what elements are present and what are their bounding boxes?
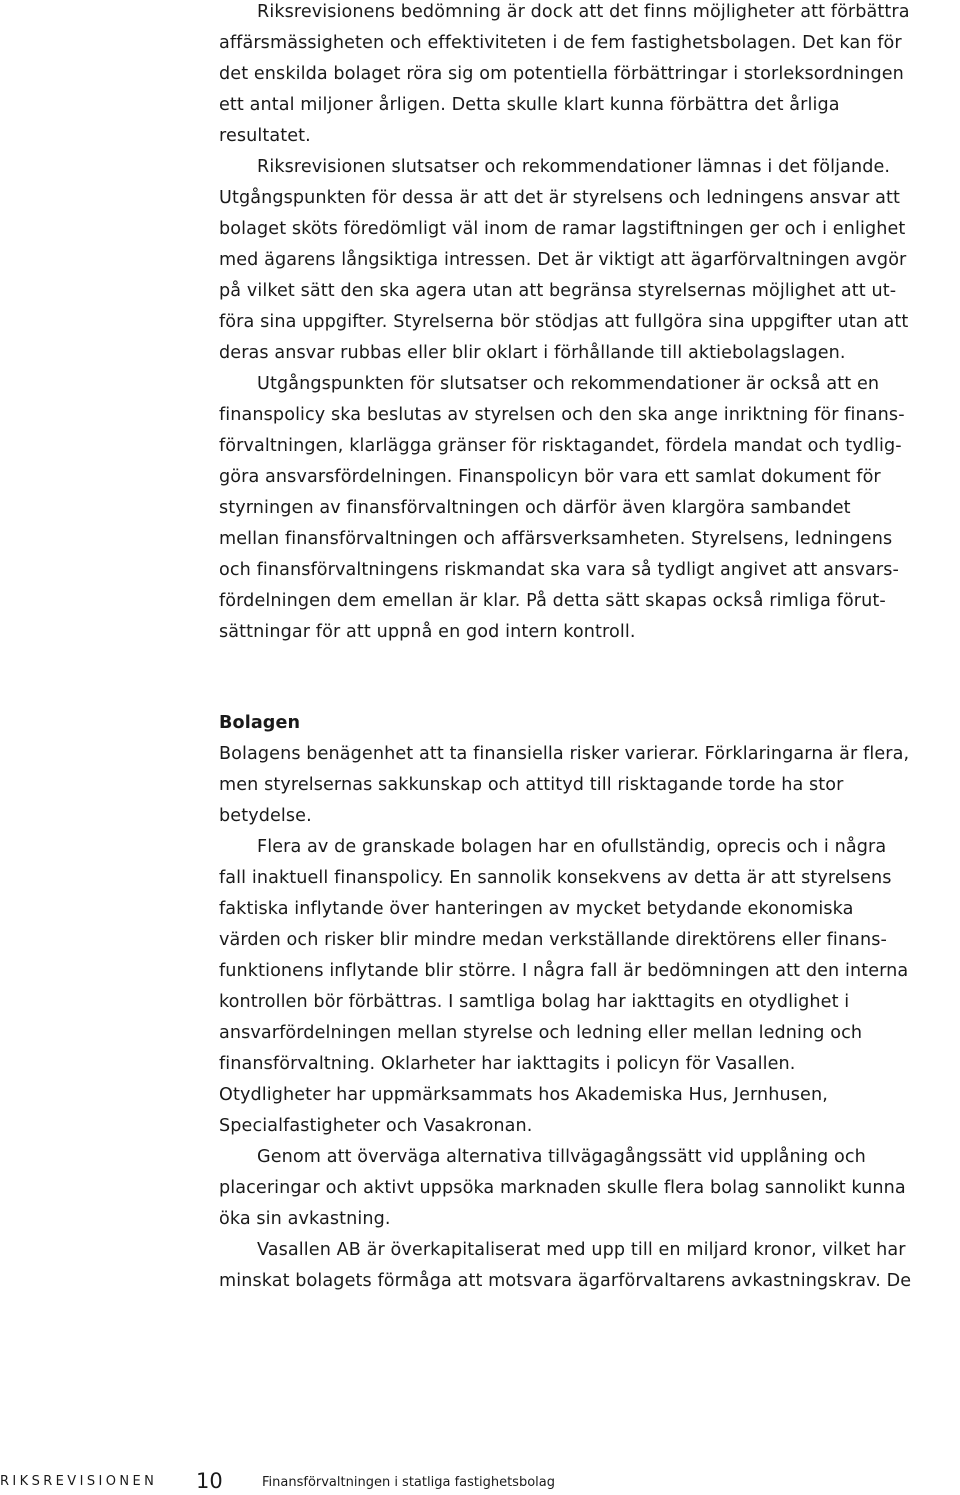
footer-brand: RIKSREVISIONEN: [0, 1474, 158, 1489]
text-line: styrningen av finansförvaltningen och därför även klargöra sambandet: [219, 498, 851, 518]
text-line: och finansförvaltningens riskmandat ska vara så tydligt angivet att ansvars-: [219, 560, 899, 580]
text-line: bolaget sköts föredömligt väl inom de ramar lagstiftningen ger och i enlighet: [219, 219, 906, 239]
text-line: Riksrevisionen slutsatser och rekommendationer lämnas i det följande.: [257, 157, 891, 177]
body-text-top: [219, 0, 960, 648]
text-line: Utgångspunkten för dessa är att det är styrelsens och ledningens ansvar att: [219, 188, 900, 208]
page-footer: [0, 1470, 960, 1494]
paragraph-group: [219, 739, 960, 1297]
text-line: minskat bolagets förmåga att motsvara ägarförvaltarens avkastningskrav. De: [219, 1271, 912, 1291]
text-line: sättningar för att uppnå en god intern kontroll.: [219, 622, 636, 642]
text-line: Flera av de granskade bolagen har en ofullständig, oprecis och i några: [257, 837, 887, 857]
text-line: ett antal miljoner årligen. Detta skulle klart kunna förbättra det årliga: [219, 95, 840, 115]
text-line: på vilket sätt den ska agera utan att begränsa styrelsernas möjlighet att ut-: [219, 281, 897, 301]
paragraph: [219, 152, 960, 369]
body-text-bolagen: [219, 708, 960, 1297]
paragraph: [219, 1142, 960, 1235]
text-line: Specialfastigheter och Vasakronan.: [219, 1116, 533, 1136]
text-line: ansvarfördelningen mellan styrelse och ledning eller mellan ledning och: [219, 1023, 863, 1043]
paragraph: [219, 0, 960, 152]
text-line: värden och risker blir mindre medan verkställande direktörens eller finans-: [219, 930, 887, 950]
text-line: deras ansvar rubbas eller blir oklart i förhållande till aktiebolagslagen.: [219, 343, 846, 363]
text-line: fördelningen dem emellan är klar. På detta sätt skapas också rimliga förut-: [219, 591, 886, 611]
text-line: finanspolicy ska beslutas av styrelsen och den ska ange inriktning för finans-: [219, 405, 905, 425]
text-line: finansförvaltning. Oklarheter har iakttagits i policyn för Vasallen.: [219, 1054, 796, 1074]
text-line: med ägarens långsiktiga intressen. Det är viktigt att ägarförvaltningen avgör: [219, 250, 907, 270]
page-number: 10: [196, 1469, 223, 1493]
text-line: Utgångspunkten för slutsatser och rekommendationer är också att en: [257, 374, 880, 394]
text-line: affärsmässigheten och effektiviteten i de fem fastighetsbolagen. Det kan för: [219, 33, 902, 53]
text-line: det enskilda bolaget röra sig om potentiella förbättringar i storleksordningen: [219, 64, 904, 84]
paragraph: [219, 832, 960, 1142]
text-line: men styrelsernas sakkunskap och attityd till risktagande torde ha stor: [219, 775, 844, 795]
paragraph: [219, 739, 960, 832]
document-title: Finansförvaltningen i statliga fastighetsbolag: [262, 1475, 555, 1490]
text-line: mellan finansförvaltningen och affärsverksamheten. Styrelsens, ledningens: [219, 529, 893, 549]
section-heading: Bolagen: [219, 713, 301, 733]
text-line: Genom att överväga alternativa tillvägagångssätt vid upplåning och: [257, 1147, 866, 1167]
text-line: Otydligheter har uppmärksammats hos Akademiska Hus, Jernhusen,: [219, 1085, 828, 1105]
text-line: betydelse.: [219, 806, 312, 826]
text-line: resultatet.: [219, 126, 311, 146]
text-line: fall inaktuell finanspolicy. En sannolik konsekvens av detta är att styrelsens: [219, 868, 892, 888]
text-line: funktionens inflytande blir större. I några fall är bedömningen att den interna: [219, 961, 909, 981]
text-line: Riksrevisionens bedömning är dock att det finns möjligheter att förbättra: [257, 2, 910, 22]
text-line: förvaltningen, klarlägga gränser för risktagandet, fördela mandat och tydlig-: [219, 436, 902, 456]
text-line: öka sin avkastning.: [219, 1209, 391, 1229]
paragraph-group: [219, 0, 960, 648]
paragraph: [219, 1235, 960, 1297]
text-line: faktiska inflytande över hanteringen av mycket betydande ekonomiska: [219, 899, 854, 919]
paragraph: [219, 369, 960, 648]
text-line: placeringar och aktivt uppsöka marknaden skulle flera bolag sannolikt kunna: [219, 1178, 906, 1198]
text-line: göra ansvarsfördelningen. Finanspolicyn bör vara ett samlat dokument för: [219, 467, 881, 487]
text-line: Bolagens benägenhet att ta finansiella risker varierar. Förklaringarna är flera,: [219, 744, 910, 764]
text-line: kontrollen bör förbättras. I samtliga bolag har iakttagits en otydlighet i: [219, 992, 850, 1012]
text-line: föra sina uppgifter. Styrelserna bör stödjas att fullgöra sina uppgifter utan att: [219, 312, 909, 332]
text-line: Vasallen AB är överkapitaliserat med upp till en miljard kronor, vilket har: [257, 1240, 906, 1260]
